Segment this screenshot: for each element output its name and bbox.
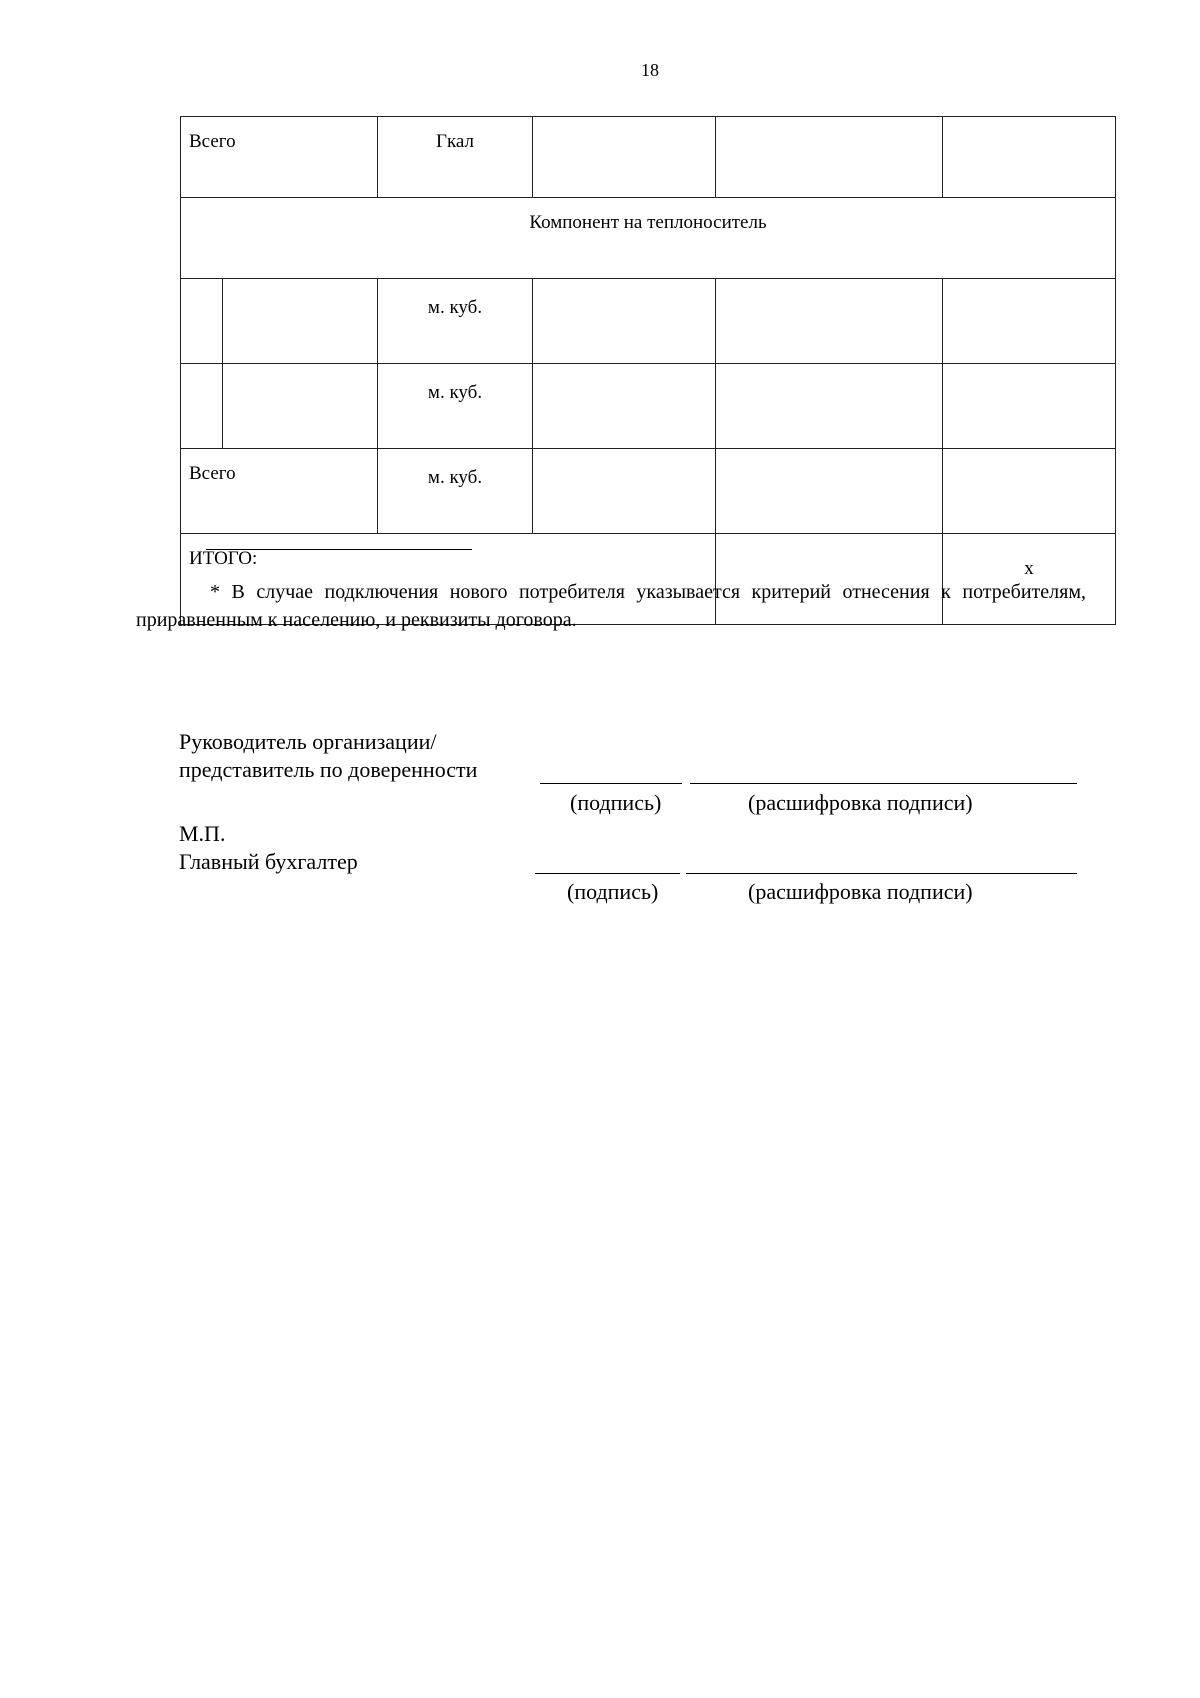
accountant-decoding-line: [686, 873, 1077, 874]
index-cell: [181, 279, 223, 364]
value-cell: [943, 449, 1116, 534]
name-cell: [223, 279, 378, 364]
table-row: [181, 364, 1116, 449]
page-number: 18: [641, 60, 659, 80]
table-row: [181, 117, 1116, 198]
value-cell: [943, 117, 1116, 198]
section-title: Компонент на теплоноситель: [181, 198, 1116, 279]
value-cell: [533, 279, 716, 364]
value-cell: [716, 449, 943, 534]
value-cell: [533, 449, 716, 534]
value-cell: [943, 279, 1116, 364]
head-title-line1: Руководитель организации/: [179, 729, 437, 754]
footnote-rule: [206, 549, 472, 550]
value-cell: [716, 364, 943, 449]
head-signature-caption: (подпись): [570, 790, 662, 815]
value-cell: [943, 364, 1116, 449]
total-label: ИТОГО:: [181, 534, 716, 625]
head-decoding-caption: (расшифровка подписи): [748, 790, 973, 815]
accountant-decoding-caption: (расшифровка подписи): [748, 879, 973, 904]
accountant-signature-line: [535, 873, 680, 874]
unit-cell: Гкал: [378, 117, 533, 198]
value-cell: [716, 279, 943, 364]
row-label: Всего: [181, 449, 378, 534]
accountant-label: Главный бухгалтер: [179, 849, 358, 874]
table-row: [181, 449, 1116, 534]
head-decoding-line: [690, 783, 1077, 784]
head-signature-line: [540, 783, 682, 784]
head-title-line2: представитель по доверенности: [179, 757, 478, 782]
stamp-label: М.П.: [179, 821, 226, 846]
total-x-cell: х: [943, 534, 1116, 625]
unit-cell: м. куб.: [378, 449, 533, 534]
unit-cell: м. куб.: [378, 364, 533, 449]
accountant-signature-caption: (подпись): [567, 879, 659, 904]
index-cell: [181, 364, 223, 449]
section-row: [181, 198, 1116, 279]
footnote: * В случае подключения нового потребителя указывается критерий отнесения к потребителям, приравненным к населению, и реквизиты договора.: [136, 581, 1086, 631]
value-cell: [533, 117, 716, 198]
unit-cell: м. куб.: [378, 279, 533, 364]
value-cell: [533, 364, 716, 449]
row-label: Всего: [181, 117, 378, 198]
table-row: [181, 279, 1116, 364]
name-cell: [223, 364, 378, 449]
value-cell: [716, 117, 943, 198]
